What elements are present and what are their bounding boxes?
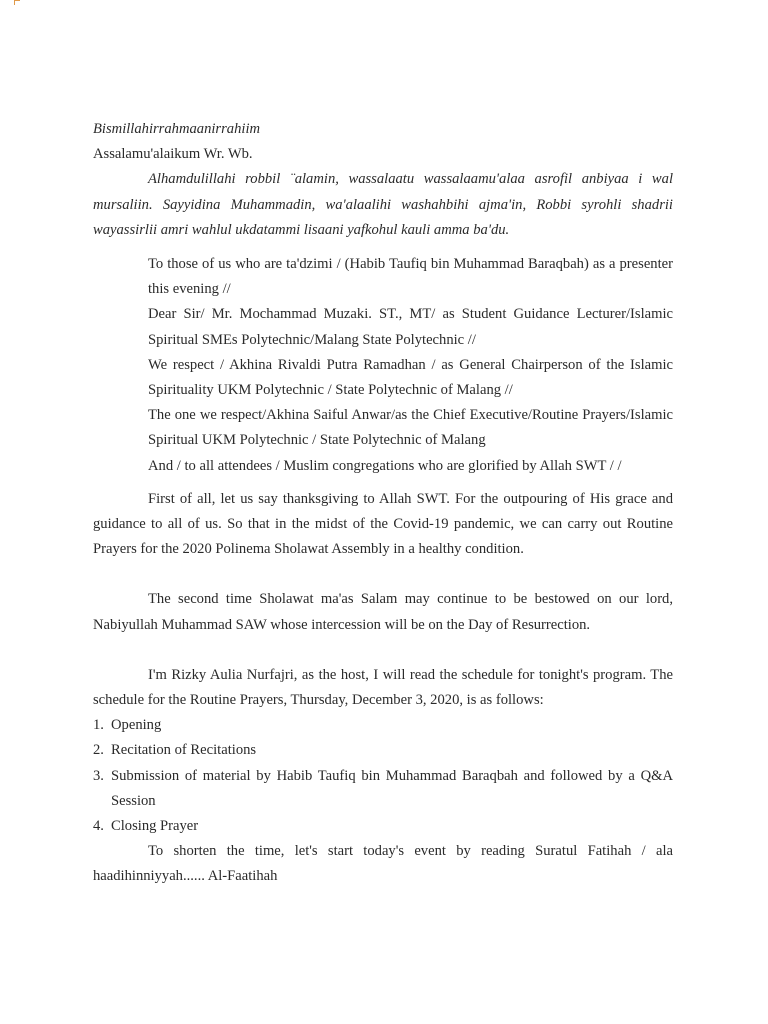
list-item-text: Submission of material by Habib Taufiq bin Muhammad Baraqbah and followed by a Q&A Session xyxy=(111,767,673,809)
greeting-line-3: We respect / Akhina Rivaldi Putra Ramadhan / as General Chairperson of the Islamic Spirituality UKM Polytechnic / State Polytechnic of Malang // xyxy=(148,356,673,399)
schedule-list xyxy=(93,713,673,839)
hamdalah-paragraph: Alhamdulillahi robbil ¨alamin, wassalaatu wassalaamu'alaa asrofil anbiyaa i wal mursaliin. Sayyidina Muhammadin, wa'alaalihi washahbihi ajma'in, Robbi syrohli shadrii wayassirlii amri wahlul ukdatammi lisaani yafkohul kauli amma ba'du. xyxy=(93,171,673,238)
closing-paragraph: To shorten the time, let's start today's event by reading Suratul Fatihah / ala haadihinniyyah...... Al-Faatihah xyxy=(93,843,673,885)
list-item xyxy=(93,764,673,814)
corner-mark xyxy=(14,0,20,5)
salam-greeting: Assalamu'alaikum Wr. Wb. xyxy=(93,146,253,163)
list-item-number: 4. xyxy=(93,818,104,835)
list-item xyxy=(93,713,673,738)
greetings-block xyxy=(93,252,673,479)
list-item-number: 1. xyxy=(93,717,104,734)
list-item xyxy=(93,738,673,763)
greeting-line-1: To those of us who are ta'dzimi / (Habib Taufiq bin Muhammad Baraqbah) as a presenter this evening // xyxy=(148,256,673,298)
basmalah: Bismillahirrahmaanirrahiim xyxy=(93,121,261,137)
greeting-line-4: The one we respect/Akhina Saiful Anwar/as the Chief Executive/Routine Prayers/Islamic Spiritual UKM Polytechnic / State Polytechnic of Malang xyxy=(148,407,673,449)
document-body xyxy=(93,117,673,890)
list-item xyxy=(93,814,673,839)
list-item-text: Opening xyxy=(111,717,162,734)
list-item-number: 2. xyxy=(93,742,104,759)
list-item-number: 3. xyxy=(93,767,104,784)
list-item-text: Closing Prayer xyxy=(111,818,199,835)
sholawat-paragraph: The second time Sholawat ma'as Salam may continue to be bestowed on our lord, Nabiyullah Muhammad SAW whose intercession will be on the Day of Resurrection. xyxy=(93,591,673,633)
thanksgiving-paragraph: First of all, let us say thanksgiving to Allah SWT. For the outpouring of His grace and guidance to all of us. So that in the midst of the Covid-19 pandemic, we can carry out Routine Prayers for the 2020 Polinema Sholawat Assembly in a healthy condition. xyxy=(93,490,673,558)
greeting-line-5: And / to all attendees / Muslim congregations who are glorified by Allah SWT / / xyxy=(148,457,622,474)
greeting-line-2: Dear Sir/ Mr. Mochammad Muzaki. ST., MT/ as Student Guidance Lecturer/Islamic Spiritual SMEs Polytechnic/Malang State Polytechnic // xyxy=(148,306,673,348)
host-intro-paragraph: I'm Rizky Aulia Nurfajri, as the host, I will read the schedule for tonight's program. The schedule for the Routine Prayers, Thursday, December 3, 2020, is as follows: xyxy=(93,666,673,709)
list-item-text: Recitation of Recitations xyxy=(111,742,257,759)
